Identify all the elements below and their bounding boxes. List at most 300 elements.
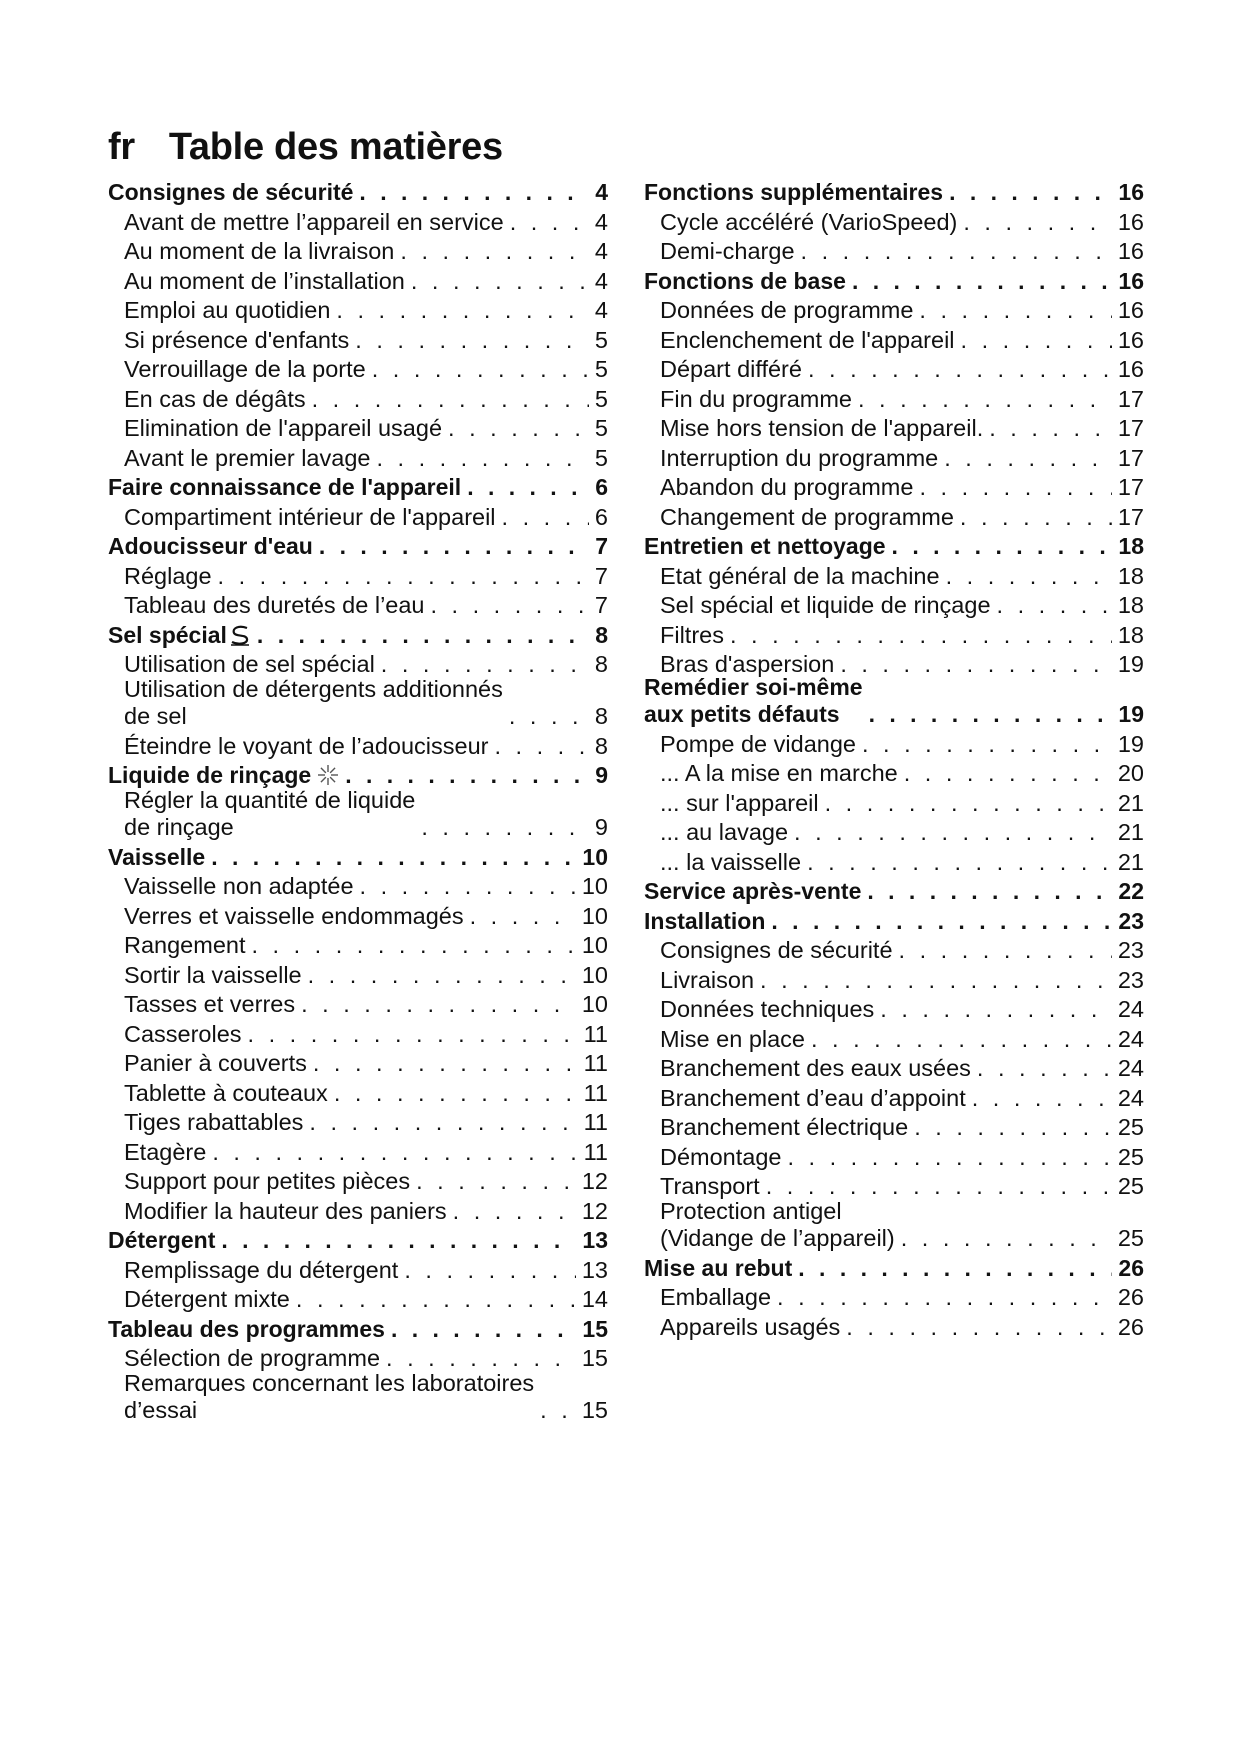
toc-entry-title-text: Consignes de sécurité: [660, 937, 893, 963]
toc-entry[interactable]: [108, 591, 608, 621]
toc-entry-title: [108, 473, 461, 503]
toc-entry-title: [124, 237, 394, 267]
dot-leader: [391, 1315, 576, 1345]
toc-entry-title-line2: de rinçage: [124, 814, 234, 840]
toc-entry[interactable]: [644, 355, 1144, 385]
toc-entry-title-text: Sel spécial: [108, 621, 227, 648]
dot-leader: [308, 961, 576, 991]
toc-section-heading[interactable]: [644, 877, 1144, 907]
toc-entry-title: [124, 1138, 206, 1168]
dot-leader: [904, 759, 1112, 789]
dot-leader: [858, 385, 1112, 415]
toc-entry[interactable]: [644, 237, 1144, 267]
toc-entry-title-text: Filtres: [660, 621, 724, 648]
toc-page-number: 11: [583, 1079, 608, 1106]
toc-entry-title-text: Service après-vente: [644, 878, 862, 904]
toc-entry[interactable]: [644, 503, 1144, 533]
toc-section-heading[interactable]: [108, 473, 608, 503]
toc-page-number: 15: [581, 1397, 608, 1423]
toc-entry[interactable]: [644, 208, 1144, 238]
toc-entry-title-text: Utilisation de sel spécial: [124, 651, 375, 677]
toc-entry-title-text: Livraison: [660, 966, 755, 993]
toc-page-number: 13: [581, 1256, 608, 1283]
toc-entry-title-line1: Régler la quantité de liquide: [124, 787, 416, 813]
toc-entry[interactable]: [644, 1025, 1144, 1055]
dot-leader: [997, 591, 1112, 621]
toc-entry[interactable]: [108, 385, 608, 415]
toc-section-heading[interactable]: [644, 1254, 1144, 1284]
toc-entry-title-text: Rangement: [124, 932, 246, 958]
toc-page-number: 26: [1117, 1313, 1144, 1340]
toc-page-number: 16: [1117, 297, 1144, 323]
toc-page-number: 10: [581, 902, 608, 929]
dot-leader: [296, 1285, 576, 1315]
toc-entry-title-text: Réglage: [124, 562, 212, 589]
toc-entry-title: [124, 414, 442, 444]
toc-entry[interactable]: [108, 990, 608, 1020]
toc-entry[interactable]: [644, 1143, 1144, 1173]
dot-leader: [372, 355, 589, 385]
toc-entry-title: [124, 562, 212, 592]
toc-entry-title: [124, 1371, 534, 1426]
toc-page-number: 22: [1118, 878, 1144, 904]
toc-entry[interactable]: [108, 326, 608, 356]
toc-entry-title-text: Vaisselle: [108, 843, 206, 870]
toc-entry-title: [108, 1315, 385, 1345]
toc-entry[interactable]: [644, 1198, 1144, 1254]
toc-entry-title: [660, 1283, 771, 1313]
toc-entry-title-text: Elimination de l'appareil usagé: [124, 415, 443, 441]
toc-entry-title: [660, 208, 957, 238]
toc-entry-title: [108, 532, 313, 562]
dot-leader: [416, 1167, 576, 1197]
toc-entry-title-text: ... la vaisselle: [660, 848, 802, 875]
dot-leader: [963, 208, 1111, 238]
toc-page-number: 19: [1117, 730, 1144, 757]
toc-entry-title: [124, 1197, 447, 1227]
toc-entry[interactable]: [108, 1138, 608, 1168]
toc-entry-title: [124, 902, 464, 932]
toc-entry-title-text: Données techniques: [660, 996, 875, 1022]
toc-entry-title-text: Faire connaissance de l'appareil: [108, 474, 462, 500]
dot-leader: [470, 902, 576, 932]
toc-entry[interactable]: [644, 730, 1144, 760]
toc-entry-title-line1: Protection antigel: [660, 1198, 842, 1224]
toc-page-number: 16: [1117, 356, 1144, 382]
toc-entry-title-text: Verres et vaisselle endommagés: [124, 902, 464, 929]
toc-entry-title-text: Fonctions de base: [644, 267, 846, 294]
toc-entry-title-text: Modifier la hauteur des paniers: [124, 1197, 447, 1224]
dot-leader: [355, 326, 589, 356]
toc-page-number: 18: [1117, 562, 1144, 589]
toc-page-number: 19: [1117, 651, 1144, 677]
toc-page-number: 5: [594, 444, 608, 471]
toc-page-number: 12: [581, 1197, 608, 1224]
toc-page-number: 11: [583, 1109, 608, 1135]
toc-entry[interactable]: [644, 1313, 1144, 1343]
toc-page-number: 8: [594, 732, 608, 759]
toc-entry-title-text: Mise en place: [660, 1025, 805, 1052]
toc-entry-title-text: Transport: [660, 1173, 760, 1199]
toc-entry-title: [660, 1054, 971, 1084]
toc-entry[interactable]: [644, 414, 1144, 444]
toc-entry[interactable]: [108, 931, 608, 961]
toc-entry-title: [124, 1167, 410, 1197]
toc-entry-title: [644, 877, 861, 907]
toc-entry-title: [124, 326, 349, 356]
toc-entry-title: [124, 503, 496, 533]
toc-entry-title-text: Éteindre le voyant de l’adoucisseur: [124, 732, 489, 759]
toc-entry-title-text: Compartiment intérieur de l'appareil: [124, 503, 496, 530]
toc-column-right: [644, 178, 1144, 1342]
toc-entry-title: [124, 961, 302, 991]
toc-entry-title: [124, 1020, 242, 1050]
toc-page-number: 12: [581, 1168, 608, 1194]
toc-section-heading[interactable]: [108, 178, 608, 208]
toc-entry-title: [660, 1025, 805, 1055]
toc-entry-title: [660, 326, 955, 356]
toc-page-number: 18: [1118, 533, 1144, 559]
toc-entry-title-text: Au moment de la livraison: [124, 238, 395, 264]
dot-leader: [252, 931, 576, 961]
toc-entry-title: [108, 1226, 215, 1256]
toc-entry-title-text: Emballage: [660, 1284, 772, 1310]
dot-leader: [946, 562, 1112, 592]
toc-page-number: 17: [1117, 385, 1144, 412]
toc-entry[interactable]: [644, 326, 1144, 356]
dot-leader: [376, 444, 588, 474]
toc-entry-title-text: Etat général de la machine: [660, 562, 940, 589]
dot-leader: [771, 907, 1112, 937]
toc-page-number: 26: [1117, 1284, 1144, 1310]
toc-entry-title: [108, 843, 205, 873]
toc-page-number: 14: [581, 1286, 608, 1312]
toc-entry-title: [124, 1108, 303, 1138]
toc-entry[interactable]: [108, 267, 608, 297]
toc-entry-title: [124, 677, 503, 732]
toc-entry-title-text: Branchement électrique: [660, 1114, 909, 1140]
toc-entry[interactable]: [644, 473, 1144, 503]
rinse-aid-icon: [317, 764, 339, 786]
toc-entry-title-text: Emploi au quotidien: [124, 297, 331, 323]
toc-entry-title: [644, 267, 846, 297]
toc-page-number: 9: [595, 762, 608, 788]
toc-entry-title-text: Mise au rebut: [644, 1254, 793, 1281]
toc-entry-title: [644, 907, 765, 937]
toc-entry[interactable]: [644, 1084, 1144, 1114]
toc-page-number: 10: [581, 873, 608, 899]
toc-entry-title-text: Abandon du programme: [660, 474, 914, 500]
toc-entry-title-text: Sélection de programme: [124, 1345, 381, 1371]
toc-entry-title-text: Liquide de rinçage: [108, 762, 312, 788]
toc-entry[interactable]: [108, 296, 608, 326]
toc-page-number: 8: [595, 621, 608, 648]
toc-entry-title: [124, 1049, 307, 1079]
toc-page-number: 8: [594, 651, 608, 677]
toc-entry[interactable]: [108, 355, 608, 385]
toc-entry-title: [644, 1254, 792, 1284]
toc-entry-title-text: Avant le premier lavage: [124, 444, 371, 471]
toc-page-number: 6: [595, 474, 608, 500]
toc-entry-title: [124, 385, 306, 415]
toc-entry-title-text: Tiges rabattables: [124, 1109, 304, 1135]
toc-entry-title: [124, 208, 504, 238]
dot-leader: [919, 473, 1111, 503]
dot-leader: [807, 848, 1112, 878]
toc-entry[interactable]: [108, 787, 608, 843]
dot-leader: [760, 966, 1112, 996]
toc-entry-title: [660, 730, 856, 760]
dot-leader: [862, 730, 1112, 760]
toc-entry-title-text: Si présence d'enfants: [124, 326, 350, 353]
toc-page-number: 6: [594, 503, 608, 530]
toc-entry-title-text: En cas de dégâts: [124, 385, 306, 412]
dot-leader: [919, 296, 1111, 326]
toc-entry-title-line2: de sel: [124, 703, 187, 729]
dot-leader: [313, 1049, 578, 1079]
dot-leader: [846, 1313, 1112, 1343]
toc-page-number: 4: [594, 267, 608, 294]
toc-entry-title-text: Interruption du programme: [660, 444, 939, 471]
toc-entry-title: [660, 385, 852, 415]
toc-page-number: 11: [583, 1050, 608, 1076]
toc-entry-title: [644, 532, 886, 562]
toc-entry[interactable]: [108, 208, 608, 238]
toc-entry[interactable]: [644, 621, 1144, 651]
dot-leader: [411, 267, 589, 297]
toc-page-number: 24: [1117, 1055, 1144, 1081]
toc-entry-title-text: Appareils usagés: [660, 1313, 841, 1340]
dot-leader: [811, 1025, 1112, 1055]
dot-leader: [961, 326, 1112, 356]
toc-entry-title: [660, 848, 801, 878]
toc-entry[interactable]: [644, 591, 1144, 621]
dot-leader: [867, 877, 1112, 907]
toc-entry[interactable]: [108, 872, 608, 902]
toc-page-number: 21: [1117, 848, 1144, 875]
toc-entry-title: [660, 621, 724, 651]
toc-entry[interactable]: [644, 995, 1144, 1025]
toc-entry-title: [660, 414, 983, 444]
toc-entry-title: [660, 1313, 840, 1343]
toc-section-heading[interactable]: [108, 1226, 608, 1256]
toc-page-number: 17: [1117, 415, 1144, 441]
special-salt-icon: [229, 624, 251, 646]
toc-entry-title-text: Bras d'aspersion: [660, 651, 835, 677]
toc-entry-title: [660, 1199, 895, 1254]
dot-leader: [502, 503, 589, 533]
toc-entry[interactable]: [108, 414, 608, 444]
dot-leader: [869, 700, 1113, 730]
toc-entry-title: [124, 732, 488, 762]
toc-page-number: 21: [1117, 789, 1144, 816]
toc-section-heading[interactable]: [108, 532, 608, 562]
toc-entry[interactable]: [644, 966, 1144, 996]
toc-entry[interactable]: [108, 902, 608, 932]
toc-page-number: 4: [594, 208, 608, 235]
toc-entry-title: [124, 1079, 328, 1109]
toc-page-number: 25: [1117, 1114, 1144, 1140]
toc-entry-title-text: Support pour petites pièces: [124, 1168, 411, 1194]
dot-leader: [852, 267, 1112, 297]
toc-page-number: 18: [1117, 621, 1144, 648]
toc-entry-title-text: Vaisselle non adaptée: [124, 873, 354, 899]
toc-entry[interactable]: [644, 936, 1144, 966]
toc-page-number: 25: [1117, 1225, 1144, 1251]
toc-section-heading[interactable]: [644, 267, 1144, 297]
toc-entry[interactable]: [644, 296, 1144, 326]
toc-entry[interactable]: [108, 732, 608, 762]
dot-leader: [977, 1054, 1112, 1084]
dot-leader: [949, 178, 1112, 208]
toc-page-number: 4: [595, 179, 608, 205]
language-code: fr: [108, 126, 135, 168]
toc-entry[interactable]: [108, 1197, 608, 1227]
toc-entry-title-text: ... au lavage: [660, 819, 789, 845]
dot-leader: [257, 621, 589, 651]
toc-entry[interactable]: [108, 1020, 608, 1050]
toc-entry-title-text: Départ différé: [660, 356, 802, 382]
toc-page-number: 11: [583, 1138, 608, 1165]
toc-entry-title-text: Fonctions supplémentaires: [644, 179, 944, 205]
toc-page-number: 24: [1117, 1084, 1144, 1111]
toc-entry-title: [660, 562, 940, 592]
toc-section-heading[interactable]: [108, 1315, 608, 1345]
toc-entry-title: [660, 995, 874, 1025]
toc-section-heading[interactable]: [644, 178, 1144, 208]
toc-entry-title-text: Installation: [644, 907, 766, 934]
toc-page-number: 9: [594, 814, 608, 840]
toc-entry[interactable]: [108, 676, 608, 732]
dot-leader: [448, 414, 589, 444]
toc-page-number: 16: [1117, 326, 1144, 353]
dot-leader: [400, 237, 589, 267]
toc-entry-title: [124, 591, 425, 621]
toc-entry[interactable]: [108, 1370, 608, 1426]
toc-page-number: 17: [1117, 474, 1144, 500]
toc-entry-title-text: Pompe de vidange: [660, 730, 856, 757]
toc-entry[interactable]: [644, 1113, 1144, 1143]
toc-entry[interactable]: [108, 1285, 608, 1315]
dot-leader: [212, 1138, 577, 1168]
dot-leader: [453, 1197, 576, 1227]
dot-leader: [798, 1254, 1112, 1284]
dot-leader: [319, 532, 589, 562]
dot-leader: [944, 444, 1112, 474]
toc-page-number: 23: [1118, 907, 1144, 934]
dot-leader: [825, 789, 1112, 819]
toc-entry-title-text: Remplissage du détergent: [124, 1256, 399, 1283]
dot-leader: [334, 1079, 578, 1109]
toc-entry[interactable]: [644, 759, 1144, 789]
toc-entry[interactable]: [644, 789, 1144, 819]
toc-entry-title: [660, 789, 819, 819]
toc-entry-title: [124, 788, 415, 843]
toc-page-number: 10: [582, 843, 608, 870]
dot-leader: [730, 621, 1112, 651]
toc-entry[interactable]: [108, 1079, 608, 1109]
toc-entry-title-text: Adoucisseur d'eau: [108, 533, 313, 559]
toc-entry[interactable]: [644, 818, 1144, 848]
toc-entry-title-text: ... A la mise en marche: [660, 760, 898, 786]
toc-entry[interactable]: [108, 1049, 608, 1079]
toc-entry[interactable]: [108, 444, 608, 474]
toc-page-number: 24: [1117, 1025, 1144, 1052]
toc-page-number: 23: [1117, 937, 1144, 963]
toc-entry[interactable]: [108, 503, 608, 533]
toc-entry-title-text: Sortir la vaisselle: [124, 961, 302, 988]
toc-entry[interactable]: [108, 961, 608, 991]
toc-section-heading[interactable]: [644, 674, 1144, 730]
toc-entry[interactable]: [108, 562, 608, 592]
toc-entry-title-text: Détergent mixte: [124, 1286, 290, 1312]
toc-entry[interactable]: [108, 237, 608, 267]
toc-entry[interactable]: [108, 1167, 608, 1197]
toc-section-heading[interactable]: [108, 621, 608, 651]
toc-page-number: 20: [1117, 760, 1144, 786]
toc-entry-title: [644, 675, 863, 730]
toc-entry[interactable]: [644, 385, 1144, 415]
toc-entry-title-text: Etagère: [124, 1138, 207, 1165]
dot-leader: [892, 532, 1113, 562]
dot-leader: [510, 208, 589, 238]
toc-entry[interactable]: [644, 1283, 1144, 1313]
toc-entry-title: [660, 355, 802, 385]
toc-entry[interactable]: [108, 1256, 608, 1286]
toc-entry-title-text: Données de programme: [660, 297, 914, 323]
toc-entry-title: [108, 178, 353, 208]
toc-entry-title: [124, 1285, 290, 1315]
dot-leader: [960, 503, 1112, 533]
toc-entry[interactable]: [644, 1054, 1144, 1084]
toc-entry-title: [660, 237, 795, 267]
toc-page-number: 18: [1117, 592, 1144, 618]
toc-page-number: 17: [1117, 444, 1144, 471]
toc-page-number: 7: [594, 592, 608, 618]
toc-entry-title: [660, 1143, 782, 1173]
toc-entry-title-text: Changement de programme: [660, 503, 954, 530]
toc-entry[interactable]: [644, 562, 1144, 592]
toc-section-heading[interactable]: [644, 532, 1144, 562]
toc-section-heading[interactable]: [644, 907, 1144, 937]
toc-entry-title-line2: d’essai: [124, 1397, 198, 1423]
dot-leader: [301, 990, 576, 1020]
toc-entry-title: [124, 872, 354, 902]
toc-section-heading[interactable]: [108, 843, 608, 873]
toc-entry[interactable]: [644, 848, 1144, 878]
toc-entry-title: [124, 267, 405, 297]
toc-entry-title-text: Cycle accéléré (VarioSpeed): [660, 208, 958, 235]
title-text: Table des matières: [168, 126, 503, 168]
toc-entry[interactable]: [108, 1108, 608, 1138]
toc-entry-title: [124, 990, 295, 1020]
toc-page-number: 13: [582, 1227, 608, 1253]
toc-entry-title: [124, 931, 246, 961]
toc-page-number: 21: [1117, 819, 1144, 845]
toc-page-number: 25: [1117, 1143, 1144, 1170]
toc-entry-title-text: Casseroles: [124, 1020, 242, 1047]
toc-entry-title-text: Entretien et nettoyage: [644, 533, 886, 559]
toc-entry-title: [124, 1256, 398, 1286]
dot-leader: [794, 818, 1112, 848]
toc-page-number: 15: [581, 1345, 608, 1371]
dot-leader: [880, 995, 1112, 1025]
toc-entry[interactable]: [644, 444, 1144, 474]
dot-leader: [309, 1108, 577, 1138]
dot-leader: [312, 385, 589, 415]
toc-entry-title: [660, 503, 954, 533]
dot-leader: [788, 1143, 1112, 1173]
